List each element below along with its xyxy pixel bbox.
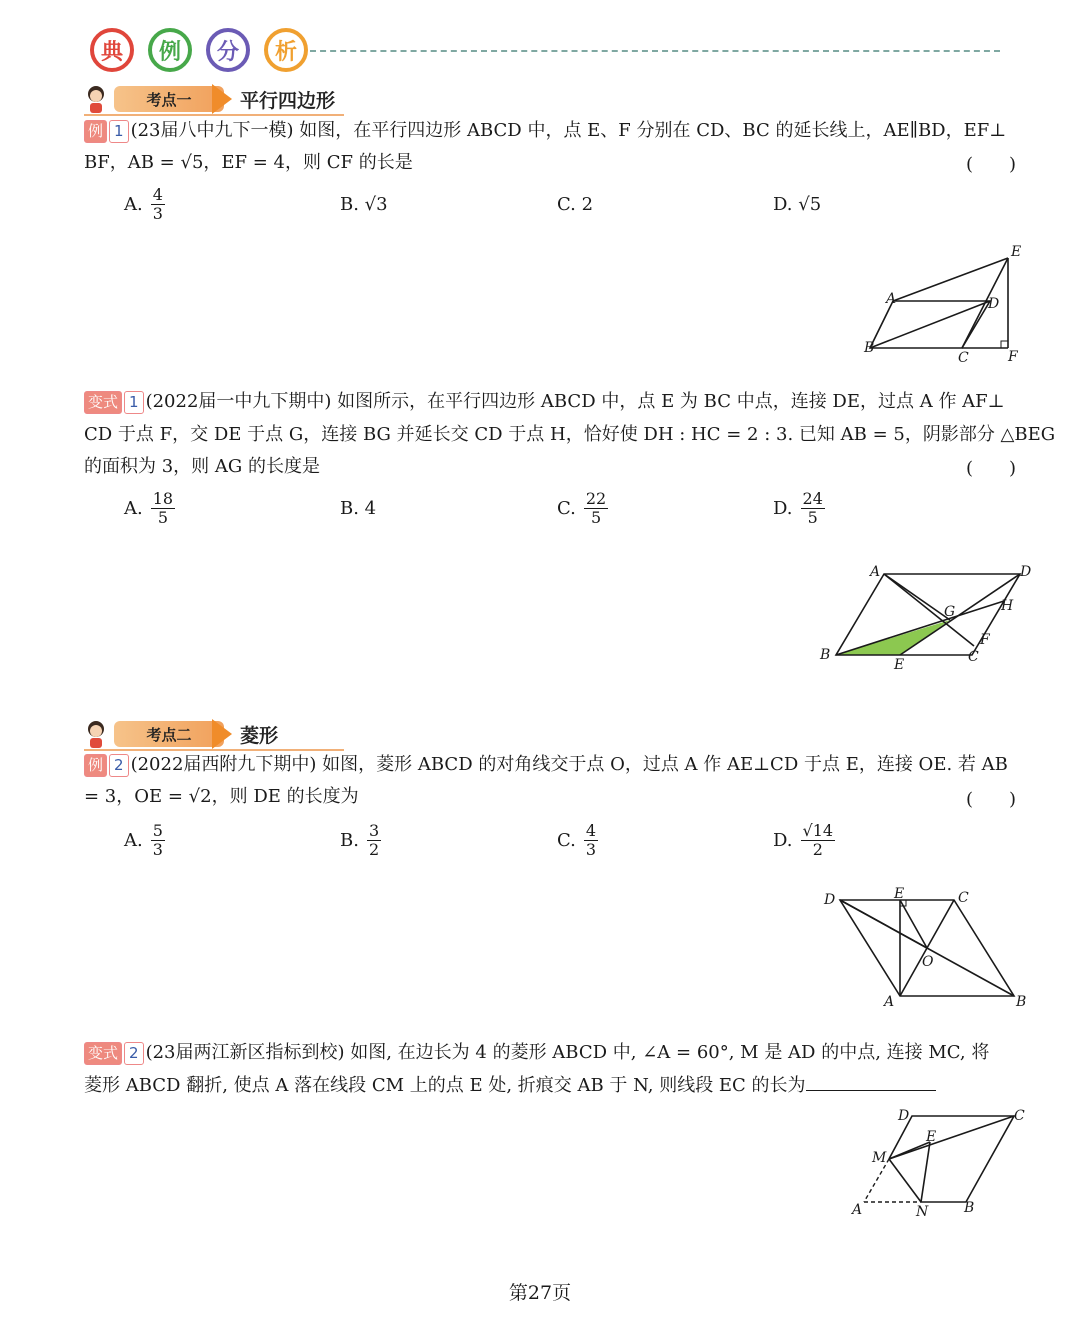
numerator: 5	[152, 821, 163, 840]
question-text: (23届两江新区指标到校) 如图, 在边长为 4 的菱形 ABCD 中, ∠A = 60°, M 是 AD 的中点, 连接 MC, 将	[145, 1042, 990, 1063]
fig-label-h: H	[1001, 598, 1014, 614]
answer-parentheses: ( )	[966, 154, 1017, 175]
denominator: 5	[807, 508, 818, 527]
example-1-line-2: BF，AB = √5，EF = 4，则 CF 的长是	[84, 152, 413, 173]
fig-label-e: E	[1011, 244, 1022, 260]
answer-parentheses: ( )	[966, 458, 1017, 479]
example-number: 1	[109, 120, 129, 143]
answer-blank[interactable]	[806, 1070, 936, 1091]
fig-label-f: F	[980, 632, 990, 648]
variant-label: 变式	[84, 391, 122, 414]
option-c[interactable]	[557, 490, 608, 527]
option-b-fraction	[367, 822, 381, 859]
fig-label-c: C	[958, 890, 969, 906]
option-b[interactable]: B. √3	[340, 194, 388, 215]
header-badge-li: 例	[148, 28, 192, 72]
topic-title: 菱形	[240, 725, 279, 747]
fig-label-g: G	[944, 604, 956, 620]
fig-label-e: E	[894, 657, 905, 673]
topic-arrow-icon	[212, 84, 232, 114]
option-a[interactable]	[124, 490, 175, 527]
fig-label-a: A	[886, 291, 897, 307]
variant-2-line-2	[84, 1069, 936, 1102]
fig-label-d: D	[988, 296, 1000, 312]
fig-label-c: C	[958, 350, 969, 366]
example-2-line-1	[84, 748, 1008, 781]
topic-arrow-icon	[212, 719, 232, 749]
option-a[interactable]	[124, 186, 165, 223]
numerator: 3	[368, 821, 380, 840]
section-header	[88, 26, 998, 78]
denominator: 3	[585, 840, 597, 859]
fig-label-d: D	[1020, 564, 1032, 580]
variant-label: 变式	[84, 1042, 122, 1065]
denominator: 3	[152, 204, 163, 223]
fig-label-a: A	[884, 994, 895, 1010]
variant-1-line-1	[84, 385, 1005, 418]
fig-label-b: B	[820, 647, 831, 663]
variant-1-line-3: 的面积为 3，则 AG 的长度是	[84, 456, 320, 477]
fig-label-b: B	[864, 340, 875, 356]
student-icon	[84, 84, 108, 114]
student-icon	[84, 719, 108, 749]
topic-tag: 考点一	[114, 86, 224, 112]
fig-label-e: E	[894, 886, 905, 902]
topic-title: 平行四边形	[240, 90, 336, 112]
fig-label-o: O	[922, 954, 934, 970]
header-badge-dian: 典	[90, 28, 134, 72]
option-b-label: B.	[340, 830, 359, 851]
numerator: 24	[802, 489, 823, 508]
fig-label-m: M	[872, 1150, 887, 1166]
denominator: 2	[812, 840, 823, 859]
example-label: 例	[84, 120, 107, 143]
header-badge-fen: 分	[206, 28, 250, 72]
option-a-fraction	[151, 490, 175, 527]
example-number: 2	[109, 754, 129, 777]
denominator: 5	[590, 508, 602, 527]
denominator: 3	[152, 840, 163, 859]
topic-tag: 考点二	[114, 721, 224, 747]
question-text: (23届八中九下一模) 如图，在平行四边形 ABCD 中，点 E、F 分别在 CD、BC 的延长线上，AE∥BD，EF⊥	[130, 120, 1007, 141]
figure-parallelogram-2	[812, 558, 1042, 678]
fig-label-a: A	[870, 564, 881, 580]
denominator: 5	[157, 508, 168, 527]
fig-label-c: C	[1014, 1108, 1025, 1124]
option-c-label: C.	[557, 498, 576, 519]
option-d[interactable]	[773, 490, 825, 527]
option-c-label: C.	[557, 830, 576, 851]
example-label: 例	[84, 754, 107, 777]
variant-1-line-2: CD 于点 F，交 DE 于点 G，连接 BG 并延长交 CD 于点 H，恰好使 DH : HC = 2 : 3. 已知 AB = 5，阴影部分 △BEG	[84, 424, 1056, 445]
option-a-label: A.	[124, 194, 143, 215]
option-b[interactable]	[340, 822, 381, 859]
option-c[interactable]: C. 2	[557, 194, 594, 215]
option-d-fraction	[801, 490, 825, 527]
fig-label-n: N	[916, 1204, 929, 1220]
option-a-label: A.	[124, 830, 143, 851]
header-badge-xi: 析	[264, 28, 308, 72]
fig-label-c: C	[968, 649, 979, 665]
variant-number: 2	[124, 1042, 144, 1065]
fig-label-d: D	[824, 892, 836, 908]
option-d-fraction	[801, 822, 836, 859]
option-a-label: A.	[124, 498, 143, 519]
option-d-label: D.	[773, 830, 793, 851]
variant-2-line-1	[84, 1036, 989, 1069]
fig-label-d: D	[898, 1108, 910, 1124]
answer-parentheses: ( )	[966, 789, 1017, 810]
topic-heading-1	[84, 84, 384, 114]
page-number: 第27页	[508, 1282, 572, 1304]
option-b[interactable]: B. 4	[340, 498, 377, 519]
option-c[interactable]	[557, 822, 598, 859]
option-a-fraction	[151, 822, 165, 859]
figure-rhombus	[818, 884, 1038, 1014]
question-text: 菱形 ABCD 翻折, 使点 A 落在线段 CM 上的点 E 处, 折痕交 AB 于 N, 则线段 EC 的长为	[84, 1075, 806, 1096]
variant-number: 1	[124, 391, 144, 414]
option-a-fraction	[151, 186, 165, 223]
fig-label-f: F	[1008, 349, 1018, 365]
option-d[interactable]	[773, 822, 835, 859]
option-a[interactable]	[124, 822, 165, 859]
figure-parallelogram-1	[858, 238, 1038, 368]
question-text: (2022届西附九下期中) 如图，菱形 ABCD 的对角线交于点 O，过点 A 作 AE⊥CD 于点 E，连接 OE. 若 AB	[130, 754, 1008, 775]
option-c-fraction	[584, 490, 608, 527]
header-divider	[310, 50, 1000, 52]
example-2-line-2: = 3，OE = √2，则 DE 的长度为	[84, 786, 359, 807]
example-1-line-1	[84, 114, 1006, 147]
numerator: √14	[802, 821, 834, 840]
fig-label-a: A	[852, 1202, 863, 1218]
denominator: 2	[368, 840, 380, 859]
fig-label-b: B	[964, 1200, 975, 1216]
numerator: 4	[152, 185, 163, 204]
numerator: 22	[585, 489, 607, 508]
option-c-fraction	[584, 822, 598, 859]
option-d[interactable]: D. √5	[773, 194, 822, 215]
option-d-label: D.	[773, 498, 793, 519]
numerator: 18	[152, 489, 174, 508]
question-text: (2022届一中九下期中) 如图所示，在平行四边形 ABCD 中，点 E 为 BC 中点，连接 DE，过点 A 作 AF⊥	[145, 391, 1005, 412]
fig-label-e: E	[926, 1129, 937, 1145]
figure-folded-rhombus	[846, 1104, 1036, 1222]
fig-label-b: B	[1016, 994, 1027, 1010]
topic-heading-2	[84, 719, 384, 749]
numerator: 4	[585, 821, 597, 840]
